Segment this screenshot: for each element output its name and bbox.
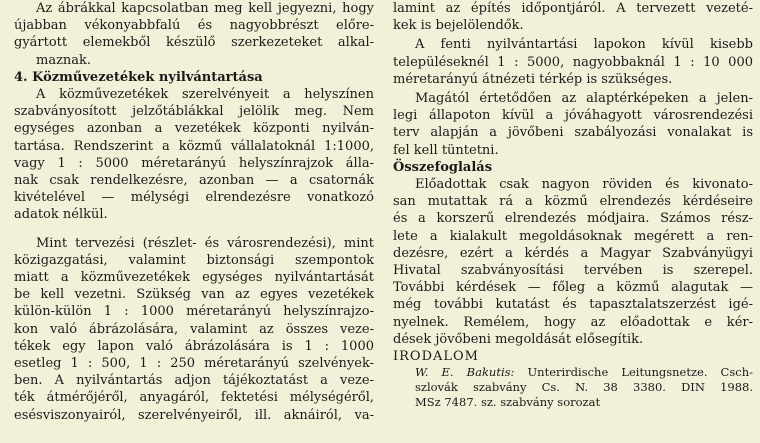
text-line: terv alapján a jövőbeni szabályozási vonalakat is xyxy=(393,125,753,141)
text-line: kivételével — mélységi elrendezésre vonatkozó xyxy=(14,190,374,206)
text-line: tartása. Rendszerint a közmű vállalatoknál 1:1000, xyxy=(14,138,374,154)
text-line: nak csak rendelkezésre, azonban — a csatornák xyxy=(14,173,374,189)
text-line: adatok nélkül. xyxy=(14,207,108,223)
paragraph-2 xyxy=(14,235,374,424)
text-line: egységes azonban a vezetékek központi nyilván- xyxy=(14,121,374,137)
summary-title: Összefoglalás xyxy=(393,159,493,175)
reference-line: szlovák szabvány Cs. N. 38 3380. DIN 1988. xyxy=(415,380,753,395)
text-line: gyártott elemekből készülő szerkezeteket alkal- xyxy=(14,35,374,51)
text-line: esetleg 1 : 500, 1 : 250 méretarányú szelvények- xyxy=(14,356,374,372)
text-line: közigazgatási, valamint biztonsági szempontok xyxy=(14,252,374,268)
section-title: 4. Közművezetékek nyilvántartása xyxy=(14,69,263,85)
summary-paragraph xyxy=(393,176,753,348)
reference-line: MSz 7487. sz. szabvány sorozat xyxy=(415,395,601,410)
text-line: legi állapoton kívül a jóváhagyott városrendezési xyxy=(393,108,753,124)
text-line: fel kell tüntetni. xyxy=(393,142,499,158)
text-line: Mint tervezési (részlet- és városrendezési), mint xyxy=(36,235,374,251)
text-line: esésviszonyairól, szerelvényeiről, ill. aknáiról, va- xyxy=(14,407,374,423)
text-line: ben. A nyilvántartás adjon tájékoztatást a veze- xyxy=(14,373,374,389)
text-line: településeknél 1 : 5000, nagyobbaknál 1 : 10 000 xyxy=(393,54,753,70)
text-line: kek is bejelölendők. xyxy=(393,18,524,34)
references-title: IRODALOM xyxy=(393,349,479,365)
text-line: Az ábrákkal kapcsolatban meg kell jegyezni, hogy xyxy=(36,1,374,16)
text-line: dezésre, ezért a kérdés a Magyar Szabványügyi xyxy=(393,245,753,261)
text-line: újabban vékonyabbfalú és nagyobbrészt előre- xyxy=(14,18,374,34)
text-line: ték átmérőjéről, anyagáról, fektetési mélységéről, xyxy=(14,390,374,406)
text-line: szabványosított jelzőtáblákkal jelölik meg. Nem xyxy=(14,104,374,120)
text-line: kon való ábrázolására, valamint az összes veze- xyxy=(14,321,374,337)
text-line: még további kutatást és tapasztalatszerzést igé- xyxy=(393,297,753,313)
text-line: méretarányú átnézeti térkép is szükséges. xyxy=(393,71,673,87)
text-line: külön-külön 1 : 1000 méretarányú helyszínrajzo- xyxy=(14,304,374,320)
text-line: A fenti nyilvántartási lapokon kívül kisebb xyxy=(415,37,753,53)
right-column xyxy=(393,0,753,410)
text-line: be kell vezetni. Szükség van az egyes vezetékek xyxy=(14,287,374,303)
text-line: tékek egy lapon való ábrázolására is 1 : 1000 xyxy=(14,338,374,354)
text-line: További kérdések — főleg a közmű alagutak — xyxy=(393,280,753,296)
reference-text: Unterirdische Leitungsnetze. Csch- xyxy=(527,365,753,380)
text-line: lamint az építés időpontjáról. A tervezett vezeté- xyxy=(393,1,753,16)
text-line: lete a kialakult megoldásoknak megérett a ren- xyxy=(393,228,753,244)
paragraph-3 xyxy=(393,36,753,88)
text-line: A közművezetékek szerelvényeit a helyszínen xyxy=(36,87,374,103)
text-line: Hivatal szabványosítási tervében is szerepel. xyxy=(393,263,753,279)
left-column xyxy=(14,0,374,424)
text-line: vagy 1 : 5000 méretarányú helyszínrajzok álla- xyxy=(14,155,374,171)
text-line: maznak. xyxy=(36,52,92,68)
text-line: Előadottak csak nagyon röviden és kivonato- xyxy=(415,177,753,193)
reference-entry xyxy=(393,365,753,410)
intro-paragraph xyxy=(14,0,374,69)
text-line: dések jövőbeni megoldását elősegítik. xyxy=(393,331,644,347)
reference-line xyxy=(393,365,753,380)
paragraph-1 xyxy=(14,86,374,224)
text-line: Magától értetődően az alaptérképeken a jelen- xyxy=(415,91,753,107)
reference-author: W. E. Bakutis: xyxy=(415,365,515,380)
text-line: miatt a közművezetékek egységes nyilvántartását xyxy=(14,270,374,286)
continuation-paragraph xyxy=(393,0,753,34)
text-line: nyelnek. Remélem, hogy az előadottak e kér- xyxy=(393,314,753,330)
paragraph-4 xyxy=(393,90,753,159)
text-line: san mutattak rá a közmű elrendezés kérdéseire xyxy=(393,194,753,210)
text-line: és a korszerű elrendezés módjaira. Számos rész- xyxy=(393,211,753,227)
